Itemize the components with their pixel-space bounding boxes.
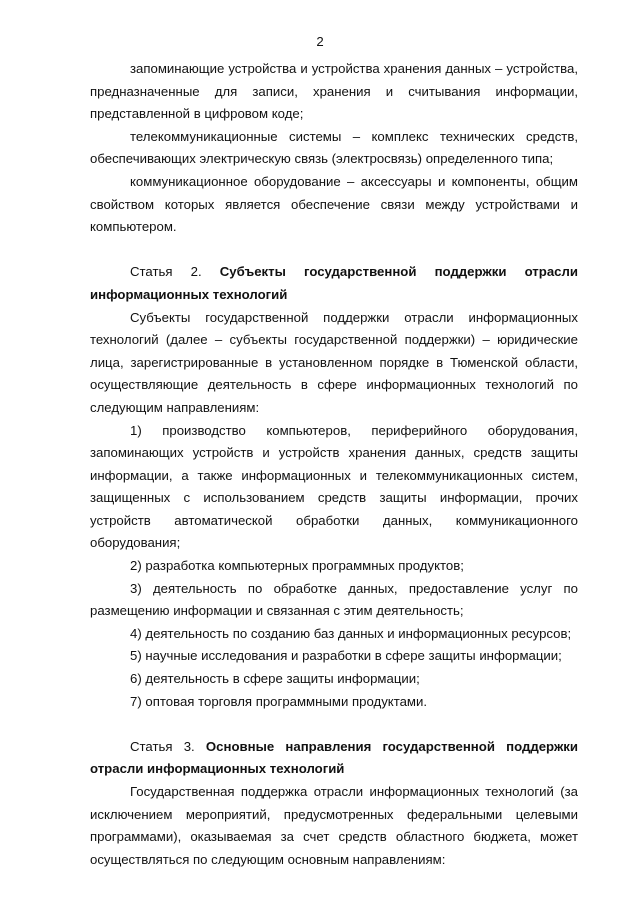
article-2-item-4: 4) деятельность по созданию баз данных и информационных ресурсов; — [130, 625, 572, 641]
article-3-intro: Государственная поддержка отрасли информационных технологий (за исключением мероприятий, предусмотренных федеральными целевыми программами), оказываемая за счет средств областного бюджета, может осуществляться по следующим основным направлениям: — [90, 784, 578, 867]
article-2-intro: Субъекты государственной поддержки отрасли информационных технологий (далее – субъекты государственной поддержки) – юридические лица, зарегистрированные в установленном порядке в Тюменской области, осуществляющие деятельность в сфере информационных технологий по следующим направлениям: — [90, 309, 578, 415]
article-3-title: Основные направления государственной поддержки отрасли информационных технологий — [90, 738, 578, 777]
section-spacer — [90, 239, 578, 262]
article-2-item-3: 3) деятельность по обработке данных, предоставление услуг по размещению информации и связанная с этим деятельность; — [90, 580, 578, 619]
section-spacer — [90, 713, 578, 736]
article-3-heading — [90, 736, 578, 781]
article-3-label: Статья 3. — [130, 738, 195, 754]
article-2-item-5: 5) научные исследования и разработки в сфере защиты информации; — [130, 648, 562, 664]
article-2-item-2: 2) разработка компьютерных программных продуктов; — [130, 558, 464, 574]
article-2-item-1: 1) производство компьютеров, периферийного оборудования, запоминающих устройств и устройств хранения данных, средств защиты информации, а также информационных и телекоммуникационных систем, защищенных с использованием средств защиты информации, прочих устройств автоматической обработки данных, коммуникационного оборудования; — [90, 422, 578, 551]
page-number: 2 — [316, 34, 324, 49]
article-2-item-6: 6) деятельность в сфере защиты информации; — [130, 671, 420, 687]
article-2-heading — [90, 261, 578, 306]
definition-communication-equipment: коммуникационное оборудование – аксессуары и компоненты, общим свойством которых является обеспечение связи между устройствами и компьютером. — [90, 173, 578, 235]
article-2-title: Субъекты государственной поддержки отрасли информационных технологий — [90, 264, 578, 302]
document-body — [90, 58, 578, 871]
article-2-item-7: 7) оптовая торговля программными продуктами. — [130, 693, 428, 709]
article-2-label: Статья 2. — [130, 264, 202, 280]
definition-storage-devices: запоминающие устройства и устройства хранения данных – устройства, предназначенные для записи, хранения и считывания информации, представленной в цифровом коде; — [90, 61, 578, 122]
definition-telecom-systems: телекоммуникационные системы – комплекс технических средств, обеспечивающих электрическую связь (электросвязь) определенного типа; — [90, 128, 578, 167]
